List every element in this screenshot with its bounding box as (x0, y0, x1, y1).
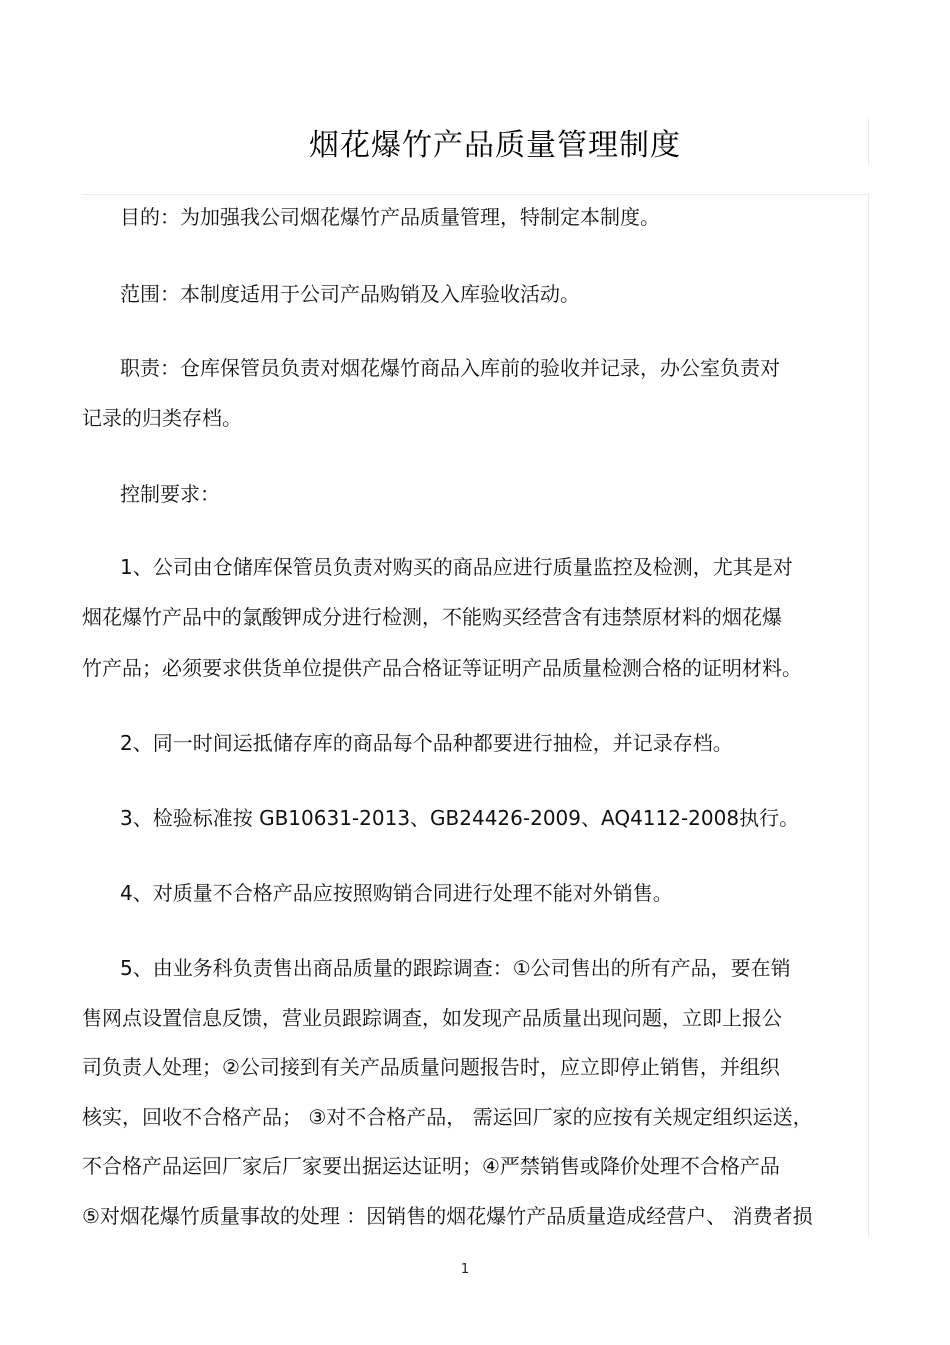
frame-divider (82, 194, 870, 195)
responsibility-line: 职责：仓库保管员负责对烟花爆竹商品入库前的验收并记录，办公室负责对 (120, 356, 780, 380)
requirement-5-line: 售网点设置信息反馈，营业员跟踪调查，如发现产品质量出现问题，立即上报公 (82, 1006, 782, 1030)
control-requirements-heading: 控制要求： (120, 482, 220, 506)
page-number: 1 (460, 1262, 470, 1277)
purpose-line: 目的：为加强我公司烟花爆竹产品质量管理，特制定本制度。 (120, 205, 660, 229)
requirement-5-line: ⑤对烟花爆竹质量事故的处理 ：因销售的烟花爆竹产品质量造成经营户、 消费者损 (82, 1204, 813, 1228)
responsibility-line: 记录的归类存档。 (82, 406, 242, 430)
requirement-5-line: 司负责人处理；②公司接到有关产品质量问题报告时，应立即停止销售，并组织 (82, 1055, 780, 1079)
scope-line: 范围：本制度适用于公司产品购销及入库验收活动。 (120, 282, 580, 306)
requirement-5-line: 不合格产品运回厂家后厂家要出据运达证明；④严禁销售或降价处理不合格产品 (82, 1154, 780, 1178)
requirement-5-line: 5、由业务科负责售出商品质量的跟踪调查：①公司售出的所有产品，要在销 (120, 956, 791, 980)
requirement-3-line: 3、检验标准按 GB10631-2013、GB24426-2009、AQ4112-2008执行。 (120, 806, 800, 830)
frame-divider (868, 118, 869, 166)
page-title: 烟花爆竹产品质量管理制度 (309, 128, 681, 163)
requirement-1-line: 烟花爆竹产品中的氯酸钾成分进行检测，不能购买经营含有违禁原材料的烟花爆 (82, 605, 782, 629)
requirement-1-line: 竹产品；必须要求供货单位提供产品合格证等证明产品质量检测合格的证明材料。 (82, 656, 802, 680)
requirement-5-line: 核实，回收不合格产品； ③对不合格产品， 需运回厂家的应按有关规定组织运送， (82, 1105, 813, 1129)
requirement-1-line: 1、公司由仓储库保管员负责对购买的商品应进行质量监控及检测，尤其是对 (120, 555, 793, 579)
frame-divider (868, 194, 869, 1238)
requirement-2-line: 2、同一时间运抵储存库的商品每个品种都要进行抽检，并记录存档。 (120, 731, 733, 755)
requirement-4-line: 4、对质量不合格产品应按照购销合同进行处理不能对外销售。 (120, 881, 673, 905)
